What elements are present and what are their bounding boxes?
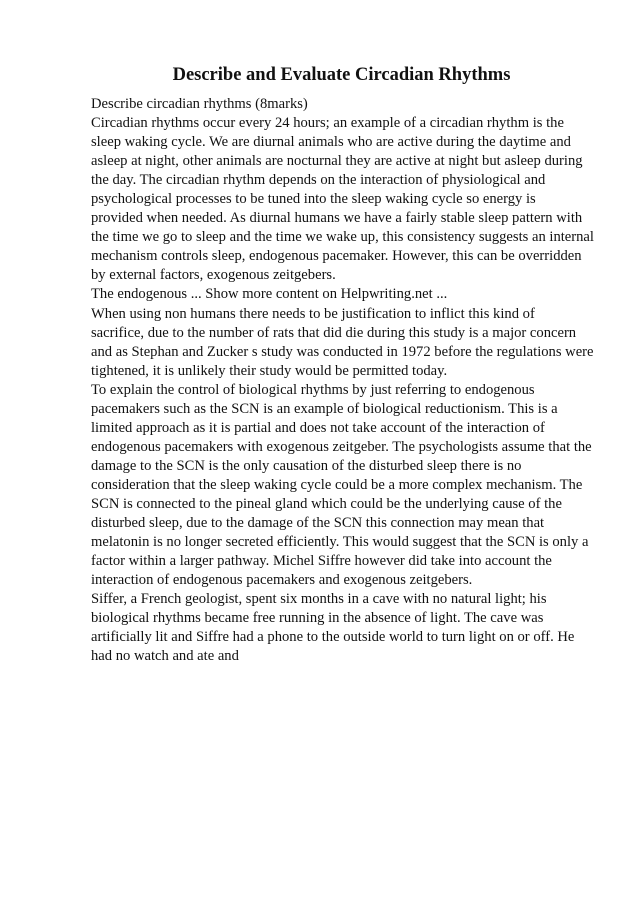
body-line: damage to the SCN is the only causation of the disturbed sleep there is no [91,457,522,474]
body-line: The endogenous ... Show more content on Helpwriting.net ... [91,286,448,303]
body-line: pacemakers such as the SCN is an example of biological reductionism. This is a [91,400,558,417]
body-line: mechanism controls sleep, endogenous pacemaker. However, this can be overridden [91,248,582,265]
body-line: tightened, it is unlikely their study would be permitted today. [91,362,448,379]
body-line: interaction of endogenous pacemakers and exogenous zeitgebers. [91,572,473,589]
body-line: To explain the control of biological rhythms by just referring to endogenous [91,381,535,398]
body-line: Describe circadian rhythms (8marks) [91,96,308,112]
body-line: melatonin is no longer secreted efficiently. This would suggest that the SCN is only a [91,534,589,551]
body-line: the day. The circadian rhythm depends on the interaction of physiological and [91,172,546,189]
body-line: had no watch and ate and [91,648,239,665]
body-line: When using non humans there needs to be justification to inflict this kind of [91,305,535,322]
body-line: Circadian rhythms occur every 24 hours; an example of a circadian rhythm is the [91,115,564,132]
body-line: factor within a larger pathway. Michel Siffre however did take into account the [91,553,552,570]
body-line: sacrifice, due to the number of rats that did die during this study is a major concern [91,324,577,341]
body-line: endogenous pacemakers with exogenous zeitgeber. The psychologists assume that the [91,438,592,455]
body-line: limited approach as it is partial and does not take account of the interaction of [91,419,545,436]
body-line: artificially lit and Siffre had a phone to the outside world to turn light on or off. He [91,629,575,646]
body-line: psychological processes to be tuned into the sleep waking cycle so energy is [91,191,536,208]
document-title: Describe and Evaluate Circadian Rhythms [172,65,511,85]
body-line: sleep waking cycle. We are diurnal animals who are active during the daytime and [91,134,571,151]
body-line: biological rhythms became free running in the absence of light. The cave was [91,610,544,627]
document-body [91,95,611,666]
body-line: consideration that the sleep waking cycle could be a more complex mechanism. The [91,476,583,493]
body-line: provided when needed. As diurnal humans we have a fairly stable sleep pattern with [91,210,583,227]
body-line: Siffer, a French geologist, spent six months in a cave with no natural light; his [91,591,547,608]
body-line: asleep at night, other animals are nocturnal they are active at night but asleep during [91,153,583,170]
body-line: the time we go to sleep and the time we wake up, this consistency suggests an internal [91,229,594,246]
body-line: disturbed sleep, due to the damage of the SCN this connection may mean that [91,515,545,532]
body-line: and as Stephan and Zucker s study was conducted in 1972 before the regulations were [91,343,594,360]
body-line: SCN is connected to the pineal gland which could be the underlying cause of the [91,495,562,512]
body-line: by external factors, exogenous zeitgebers. [91,267,336,284]
